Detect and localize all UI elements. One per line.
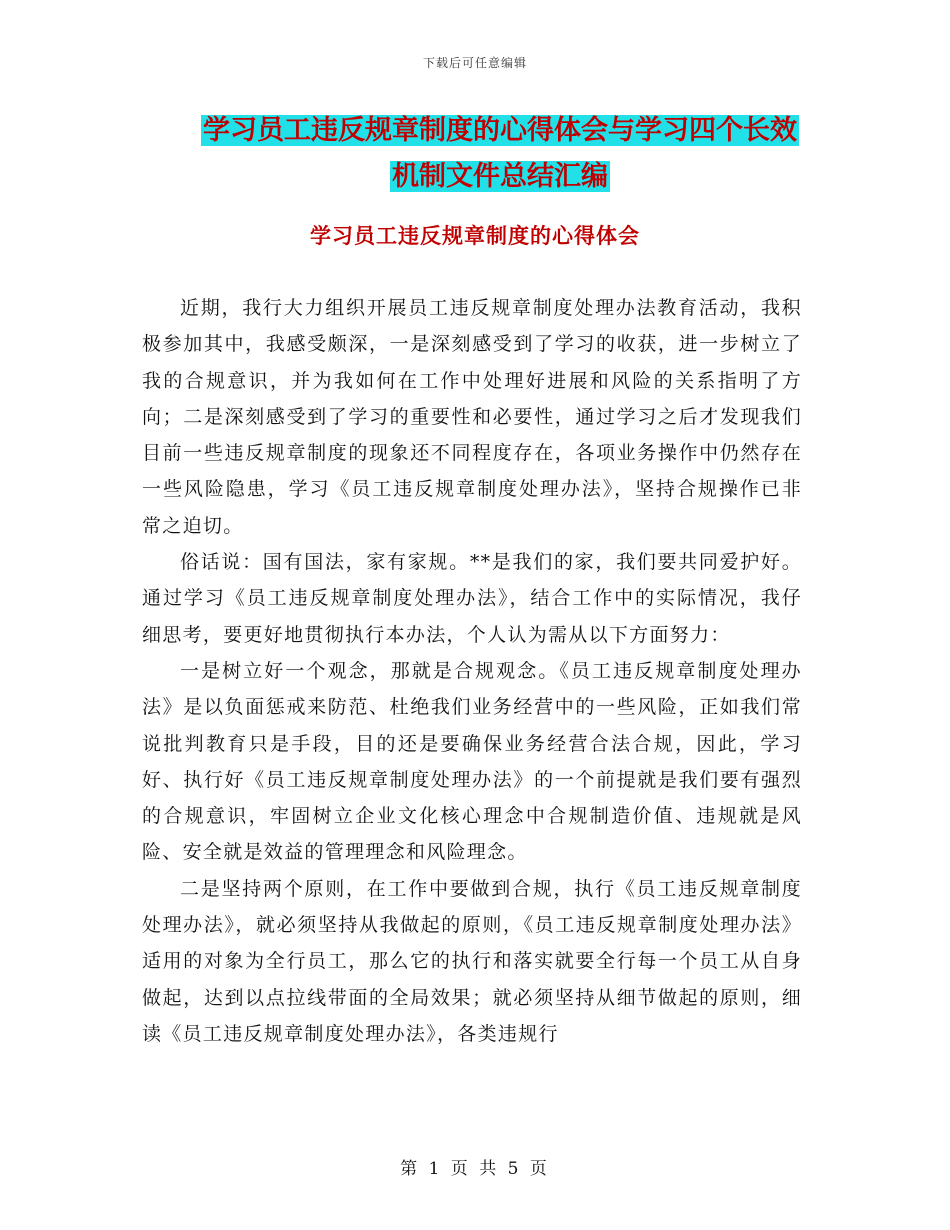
document-title (190, 108, 810, 200)
paragraph: 近期，我行大力组织开展员工违反规章制度处理办法教育活动，我积极参加其中，我感受颇深，一是深刻感受到了学习的收获，进一步树立了我的合规意识，并为我如何在工作中处理好进展和风险的关系指明了方向；二是深刻感受到了学习的重要性和必要性，通过学习之后才发现我们目前一些违反规章制度的现象还不同程度存在，各项业务操作中仍然存在一些风险隐患，学习《员工违反规章制度处理办法》，坚持合规操作已非常之迫切。 (142, 297, 802, 537)
paragraph: 俗话说：国有国法，家有家规。**是我们的家，我们要共同爱护好。通过学习《员工违反规章制度处理办法》，结合工作中的实际情况，我仔细思考，要更好地贯彻执行本办法，个人认为需从以下方面努力： (142, 551, 802, 646)
header-note: 下载后可任意编辑 (422, 56, 527, 70)
document-title-text: 学习员工违反规章制度的心得体会与学习四个长效机制文件总结汇编 (203, 115, 797, 192)
paragraph: 一是树立好一个观念，那就是合规观念。《员工违反规章制度处理办法》是以负面惩戒来防范、杜绝我们业务经营中的一些风险，正如我们常说批判教育只是手段，目的还是要确保业务经营合法合规，因此，学习好、执行好《员工违反规章制度处理办法》的一个前提就是我们要有强烈的合规意识，牢固树立企业文化核心理念中合规制造价值、违规就是风险、安全就是效益的管理理念和风险理念。 (142, 659, 802, 864)
document-body (142, 290, 802, 1052)
page-number: 第 1 页 共 5 页 (400, 1159, 550, 1179)
section-title: 学习员工违反规章制度的心得体会 (310, 224, 640, 248)
paragraph: 二是坚持两个原则，在工作中要做到合规，执行《员工违反规章制度处理办法》，就必须坚持从我做起的原则，《员工违反规章制度处理办法》适用的对象为全行员工，那么它的执行和落实就要全行每一个员工从自身做起，达到以点拉线带面的全局效果；就必须坚持从细节做起的原则，细读《员工违反规章制度处理办法》，各类违规行 (142, 877, 802, 1045)
